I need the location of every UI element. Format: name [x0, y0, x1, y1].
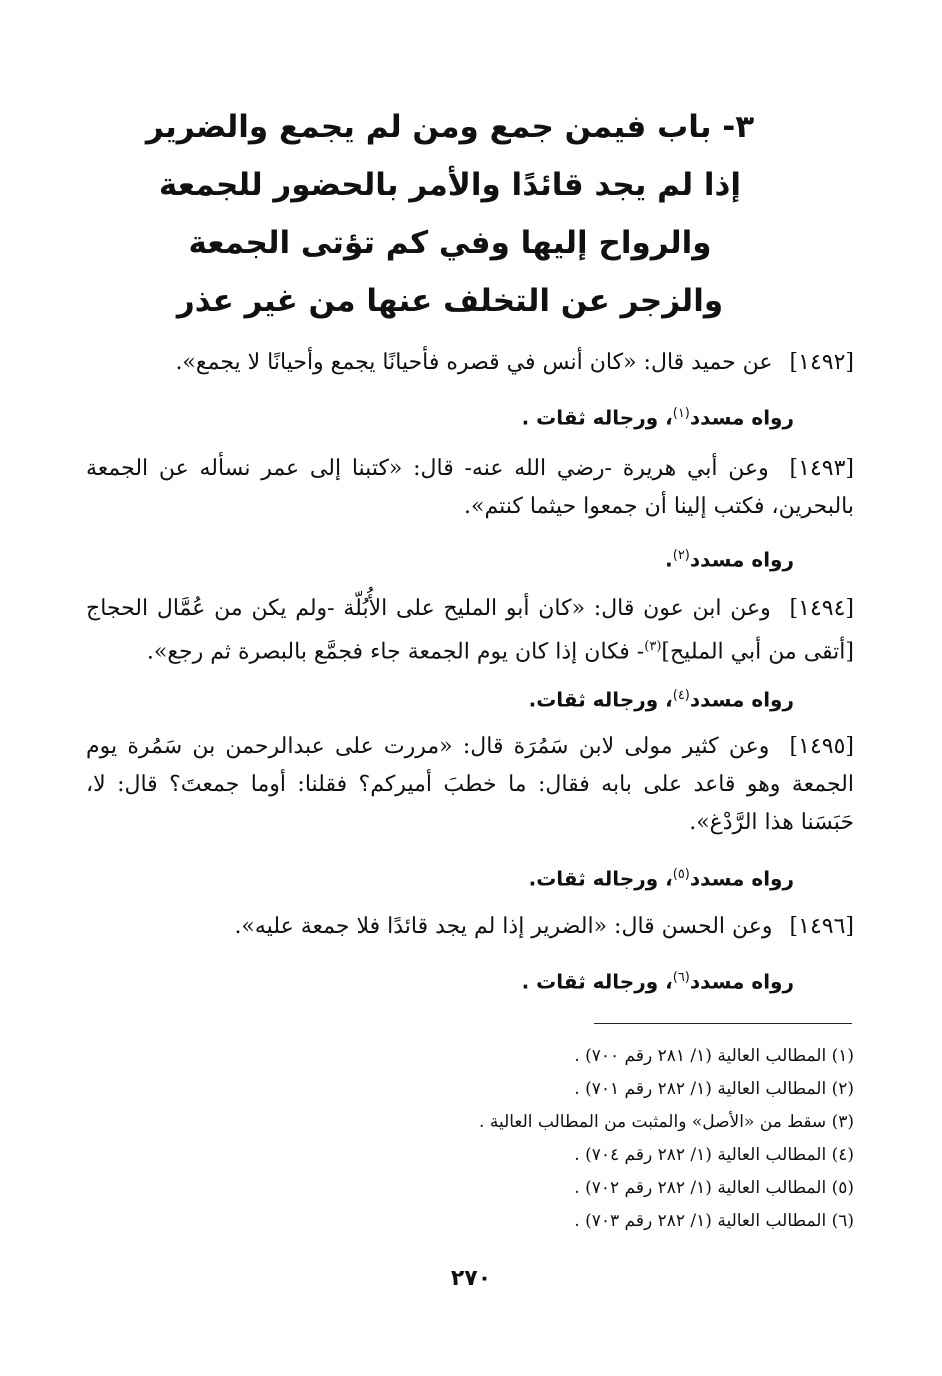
narration-line	[94, 857, 854, 897]
hadith-entry	[86, 908, 854, 946]
hadith-number: [١٤٩٣]	[789, 456, 854, 481]
heading-line: والزجر عن التخلف عنها من غير عذر	[176, 283, 724, 319]
page-number: ٢٧٠	[450, 1266, 492, 1291]
footnote: (٣) سقط من «الأصل» والمثبت من المطالب العالية .	[479, 1112, 854, 1132]
hadith-entry	[86, 450, 854, 526]
narration-tail: ، ورجاله ثقات.	[528, 687, 673, 712]
hadith-number: [١٤٩٥]	[789, 734, 854, 759]
narration-line	[94, 538, 854, 578]
footnote-separator	[594, 1023, 852, 1024]
hadith-text: وعن الحسن قال: «الضرير إذا لم يجد قائدًا فلا جمعة عليه».	[234, 914, 773, 939]
hadith-entry	[86, 728, 854, 842]
hadith-text: عن حميد قال: «كان أنس في قصره فأحيانًا يجمع وأحيانًا لا يجمع».	[175, 350, 773, 375]
narration-tail: .	[665, 547, 673, 572]
footnote: (٤) المطالب العالية (١/ ٢٨٢ رقم ٧٠٤) .	[574, 1145, 854, 1165]
footnote-ref[interactable]: (٣)	[644, 639, 662, 654]
hadith-number: [١٤٩٦]	[789, 914, 854, 939]
hadith-entry	[86, 590, 854, 671]
narration-tail: ، ورجاله ثقات .	[521, 405, 673, 430]
heading-line: ٣- باب فيمن جمع ومن لم يجمع والضرير	[145, 109, 755, 145]
footnote: (٦) المطالب العالية (١/ ٢٨٢ رقم ٧٠٣) .	[574, 1211, 854, 1231]
narration-text: رواه مسدد	[689, 547, 794, 572]
hadith-number: [١٤٩٢]	[789, 350, 854, 375]
footnote-ref[interactable]: (٦)	[672, 970, 690, 985]
heading-line: إذا لم يجد قائدًا والأمر بالحضور للجمعة	[158, 167, 742, 203]
footnote-ref[interactable]: (٤)	[672, 688, 690, 703]
footnote: (٥) المطالب العالية (١/ ٢٨٢ رقم ٧٠٢) .	[574, 1178, 854, 1198]
heading-line: والرواح إليها وفي كم تؤتى الجمعة	[188, 225, 712, 261]
narration-text: رواه مسدد	[689, 969, 794, 994]
narration-tail: ، ورجاله ثقات .	[521, 969, 673, 994]
footnote-ref[interactable]: (١)	[672, 406, 690, 421]
narration-line	[94, 396, 854, 436]
narration-line	[94, 960, 854, 1000]
narration-text: رواه مسدد	[689, 687, 794, 712]
hadith-text: وعن أبي هريرة -رضي الله عنه- قال: «كتبنا إلى عمر نسأله عن الجمعة بالبحرين، فكتب إلينا أن جمعوا حيثما كنتم».	[86, 456, 854, 519]
footnote: (٢) المطالب العالية (١/ ٢٨٢ رقم ٧٠١) .	[574, 1079, 854, 1099]
narration-tail: ، ورجاله ثقات.	[528, 866, 673, 891]
narration-line	[94, 678, 854, 718]
hadith-number: [١٤٩٤]	[789, 596, 854, 621]
hadith-text-cont: - فكان إذا كان يوم الجمعة جاء فجمَّع بالبصرة ثم رجع».	[146, 639, 645, 665]
narration-text: رواه مسدد	[689, 405, 794, 430]
footnote: (١) المطالب العالية (١/ ٢٨١ رقم ٧٠٠) .	[574, 1046, 854, 1066]
narration-text: رواه مسدد	[689, 866, 794, 891]
chapter-heading	[90, 98, 810, 330]
hadith-text: وعن ابن عون قال: «كان أبو المليح على الأُبُلّة -ولم يكن من عُمَّال الحجاج [أتقى من أبي المليح]	[86, 596, 854, 665]
footnote-ref[interactable]: (٥)	[672, 867, 690, 882]
hadith-text: وعن كثير مولى لابن سَمُرَة قال: «مررت على عبدالرحمن بن سَمُرة يوم الجمعة وهو قاعد على بابه فقال: ما خطبَ أميركم؟ فقلنا: أوما جمعتَ؟ قال: لا، حَبَسَنا هذا الرَّدْغ».	[86, 734, 855, 835]
footnote-ref[interactable]: (٢)	[672, 548, 690, 563]
hadith-entry	[86, 344, 854, 382]
